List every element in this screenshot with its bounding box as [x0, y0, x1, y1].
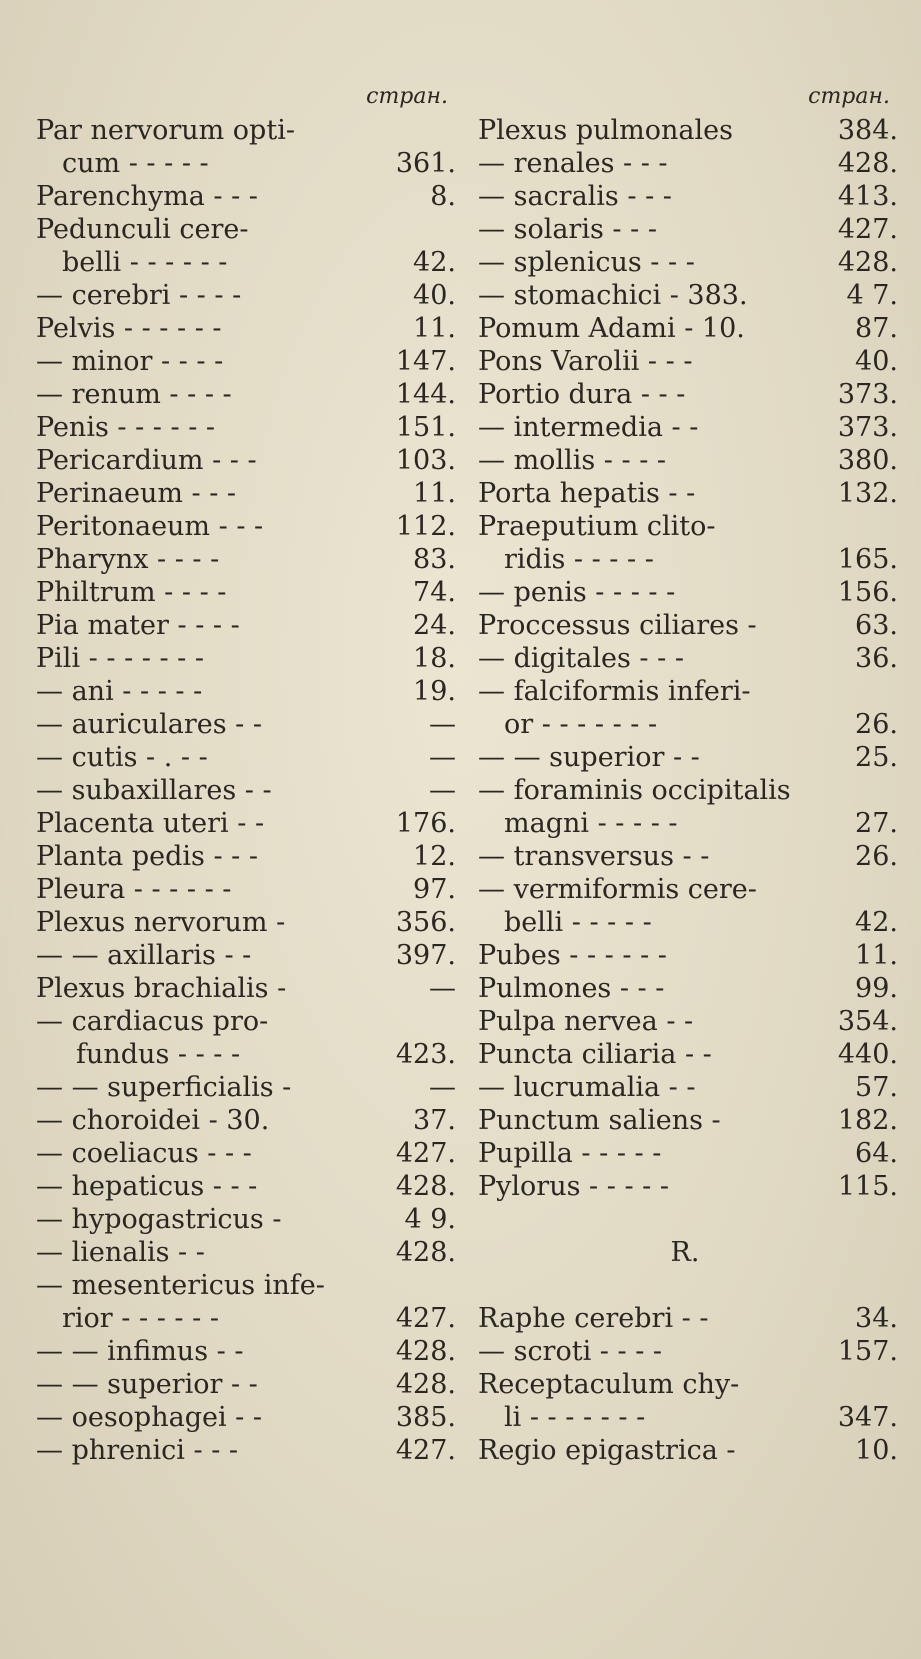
entry-page-number: 144.: [395, 379, 456, 410]
entry-term: — subaxillares - -: [36, 775, 272, 806]
index-entry: [36, 213, 456, 246]
index-entry: [36, 180, 456, 213]
index-entry: [478, 642, 898, 675]
entry-term: Pedunculi cere-: [36, 214, 249, 245]
entry-term: Porta hepatis - -: [478, 478, 696, 509]
index-column-left: [36, 80, 456, 1467]
entry-term: Pomum Adami - 10.: [478, 313, 745, 344]
index-entry: [36, 246, 456, 279]
index-entry: [478, 840, 898, 873]
entry-page-number: 423.: [395, 1039, 456, 1070]
index-entry: [478, 279, 898, 312]
entry-page-number: 428.: [837, 148, 898, 179]
entry-term: Raphe cerebri - -: [478, 1303, 709, 1334]
entry-term: Portio dura - - -: [478, 379, 686, 410]
index-entry: [478, 510, 898, 543]
entry-term: Pharynx - - - -: [36, 544, 220, 575]
entry-page-number: 427.: [395, 1435, 456, 1466]
entry-page-number: 373.: [837, 412, 898, 443]
index-entry: [478, 675, 898, 708]
index-entry: [36, 1236, 456, 1269]
entry-term: Regio epigastrica -: [478, 1435, 736, 1466]
entry-page-number: 361.: [395, 148, 456, 179]
index-entry: [36, 312, 456, 345]
entry-term: R.: [670, 1237, 700, 1268]
entry-term: — coeliacus - - -: [36, 1138, 252, 1169]
entry-page-number: [450, 114, 456, 147]
entry-term: Praeputium clito-: [478, 511, 716, 542]
entry-term: Punctum saliens -: [478, 1105, 721, 1136]
entry-page-number: 87.: [855, 313, 898, 344]
entry-page-number: —: [429, 973, 456, 1004]
index-entry: [36, 675, 456, 708]
index-entry: [36, 1302, 456, 1335]
entry-term: — renum - - - -: [36, 379, 232, 410]
index-entry: [478, 444, 898, 477]
entry-page-number: 18.: [413, 643, 456, 674]
index-entry: [36, 609, 456, 642]
entry-page-number: 373.: [837, 379, 898, 410]
index-entry: [478, 609, 898, 642]
index-entry: [478, 543, 898, 576]
entry-term: — foraminis occipitalis: [478, 775, 791, 806]
entry-page-number: 97.: [413, 874, 456, 905]
entry-term: fundus - - - -: [76, 1039, 241, 1070]
entry-page-number: 428.: [395, 1369, 456, 1400]
entry-page-number: 182.: [837, 1105, 898, 1136]
entry-page-number: 428.: [837, 247, 898, 278]
entry-page-number: [699, 1236, 705, 1269]
entry-page-number: 427.: [837, 214, 898, 245]
entry-page-number: 384.: [837, 115, 898, 146]
entry-page-number: 27.: [855, 808, 898, 839]
index-entry: [36, 708, 456, 741]
entry-page-number: [892, 1269, 898, 1302]
entry-term: Perinaeum - - -: [36, 478, 237, 509]
entry-page-number: [892, 873, 898, 906]
entry-page-number: 440.: [837, 1039, 898, 1070]
index-entry: [36, 642, 456, 675]
index-entry: [478, 213, 898, 246]
entry-page-number: [450, 1269, 456, 1302]
entry-term: Penis - - - - - -: [36, 412, 216, 443]
entry-term: — oesophagei - -: [36, 1402, 263, 1433]
entry-page-number: 26.: [855, 709, 898, 740]
entry-term: Pulpa nervea - -: [478, 1006, 694, 1037]
entry-page-number: 4 9.: [404, 1204, 456, 1235]
entry-term: — renales - - -: [478, 148, 668, 179]
entry-term: [478, 1203, 892, 1236]
entry-term: — mollis - - - -: [478, 445, 667, 476]
index-entry: [36, 1104, 456, 1137]
index-entry: [36, 807, 456, 840]
entry-page-number: 11.: [855, 940, 898, 971]
entry-term: — — axillaris - -: [36, 940, 252, 971]
entry-term: Puncta ciliaria - -: [478, 1039, 712, 1070]
index-entry: [478, 147, 898, 180]
entry-page-number: 428.: [395, 1171, 456, 1202]
entry-term: — lucrumalia - -: [478, 1072, 696, 1103]
entry-term: Pulmones - - -: [478, 973, 665, 1004]
entry-page-number: 147.: [395, 346, 456, 377]
entry-term: — digitales - - -: [478, 643, 684, 674]
index-entry: [36, 378, 456, 411]
entry-term: Pia mater - - - -: [36, 610, 240, 641]
entry-page-number: 380.: [837, 445, 898, 476]
index-entry: [36, 972, 456, 1005]
entry-term: — cardiacus pro-: [36, 1006, 269, 1037]
entry-term: — splenicus - - -: [478, 247, 695, 278]
entry-page-number: 427.: [395, 1138, 456, 1169]
entry-term: cum - - - - -: [62, 148, 209, 179]
index-entry: [478, 1170, 898, 1203]
entry-page-number: 19.: [413, 676, 456, 707]
index-entry: [36, 1269, 456, 1302]
entry-term: — intermedia - -: [478, 412, 699, 443]
entry-page-number: 34.: [855, 1303, 898, 1334]
entry-term: — hepaticus - - -: [36, 1171, 258, 1202]
entry-term: — mesentericus infe-: [36, 1270, 325, 1301]
entry-term: Pupilla - - - - -: [478, 1138, 662, 1169]
index-entry: [36, 147, 456, 180]
index-entry: [478, 1401, 898, 1434]
entry-term: — choroidei - 30.: [36, 1105, 270, 1136]
entry-term: [478, 1269, 892, 1302]
index-entry: [478, 246, 898, 279]
entry-page-number: 36.: [855, 643, 898, 674]
index-entry: [36, 1401, 456, 1434]
section-letter: [478, 1236, 898, 1269]
entry-page-number: 83.: [413, 544, 456, 575]
entry-term: belli - - - - -: [504, 907, 652, 938]
index-entry: [36, 444, 456, 477]
entry-page-number: 40.: [413, 280, 456, 311]
index-entry: [478, 1434, 898, 1467]
entry-page-number: 428.: [395, 1336, 456, 1367]
entry-page-number: 57.: [855, 1072, 898, 1103]
entry-term: Pili - - - - - - -: [36, 643, 205, 674]
index-entry: [36, 1038, 456, 1071]
entry-page-number: 74.: [413, 577, 456, 608]
index-entry: [478, 873, 898, 906]
entry-page-number: 24.: [413, 610, 456, 641]
page-header-label: стран.: [366, 84, 448, 109]
entry-page-number: 12.: [413, 841, 456, 872]
entry-term: — cutis - . - -: [36, 742, 208, 773]
index-entry: [36, 939, 456, 972]
entry-term: — stomachici - 383.: [478, 280, 748, 311]
entry-page-number: [892, 510, 898, 543]
entry-term: or - - - - - - -: [504, 709, 658, 740]
index-entry: [478, 741, 898, 774]
index-entry: [36, 1170, 456, 1203]
entry-term: Placenta uteri - -: [36, 808, 265, 839]
index-entry: [36, 576, 456, 609]
index-entry: [36, 1368, 456, 1401]
entry-term: Proccessus ciliares -: [478, 610, 757, 641]
entry-page-number: [892, 675, 898, 708]
entry-term: Pelvis - - - - - -: [36, 313, 222, 344]
index-entry: [36, 543, 456, 576]
entry-term: — penis - - - - -: [478, 577, 676, 608]
entry-term: — phrenici - - -: [36, 1435, 239, 1466]
index-entry: [478, 1005, 898, 1038]
entry-term: Pleura - - - - - -: [36, 874, 232, 905]
entry-page-number: [892, 1203, 898, 1236]
entry-term: — falciformis inferi-: [478, 676, 751, 707]
index-entry: [478, 774, 898, 807]
index-entry: [478, 180, 898, 213]
entry-term: — lienalis - -: [36, 1237, 205, 1268]
entry-term: Par nervorum opti-: [36, 115, 295, 146]
entry-page-number: 42.: [413, 247, 456, 278]
entry-page-number: 165.: [837, 544, 898, 575]
index-entry: [478, 1368, 898, 1401]
entry-term: Plexus nervorum -: [36, 907, 286, 938]
entry-page-number: 11.: [413, 313, 456, 344]
entry-page-number: 115.: [837, 1171, 898, 1202]
entry-term: — scroti - - - -: [478, 1336, 663, 1367]
entry-term: rior - - - - - -: [62, 1303, 219, 1334]
entry-page-number: 413.: [837, 181, 898, 212]
index-entry: [478, 807, 898, 840]
entry-term: Planta pedis - - -: [36, 841, 258, 872]
entry-page-number: [892, 774, 898, 807]
entry-term: Peritonaeum - - -: [36, 511, 264, 542]
entry-term: Pylorus - - - - -: [478, 1171, 669, 1202]
entry-page-number: 8.: [430, 181, 456, 212]
entry-term: Parenchyma - - -: [36, 181, 258, 212]
entry-page-number: 347.: [837, 1402, 898, 1433]
entry-term: Philtrum - - - -: [36, 577, 227, 608]
entry-page-number: [450, 1005, 456, 1038]
index-entry: [478, 576, 898, 609]
entry-page-number: [450, 213, 456, 246]
entry-page-number: —: [429, 709, 456, 740]
index-entry: [478, 378, 898, 411]
index-entry: [478, 1038, 898, 1071]
entry-page-number: 354.: [837, 1006, 898, 1037]
index-entry: [36, 1137, 456, 1170]
entry-term: — vermiformis cere-: [478, 874, 757, 905]
entry-term: li - - - - - - -: [504, 1402, 646, 1433]
entry-page-number: 103.: [395, 445, 456, 476]
entry-page-number: 4 7.: [846, 280, 898, 311]
entry-term: — — superficialis -: [36, 1072, 292, 1103]
entry-page-number: 64.: [855, 1138, 898, 1169]
index-entry: [478, 1137, 898, 1170]
entry-term: Plexus pulmonales: [478, 115, 733, 146]
entry-term: — — infimus - -: [36, 1336, 244, 1367]
index-entries-left: [36, 114, 456, 1467]
entry-term: — — superior - -: [478, 742, 700, 773]
entry-page-number: —: [429, 742, 456, 773]
index-entry: [36, 873, 456, 906]
entry-page-number: 10.: [855, 1435, 898, 1466]
entry-page-number: 11.: [413, 478, 456, 509]
index-entry: [478, 312, 898, 345]
index-entry: [478, 114, 898, 147]
entry-page-number: 37.: [413, 1105, 456, 1136]
index-entry: [478, 939, 898, 972]
entry-page-number: 99.: [855, 973, 898, 1004]
index-entry: [478, 708, 898, 741]
entry-page-number: 397.: [395, 940, 456, 971]
entry-page-number: —: [429, 1072, 456, 1103]
index-column-right: [478, 80, 898, 1467]
index-entry: [36, 114, 456, 147]
index-entry: [478, 1071, 898, 1104]
entry-term: — minor - - - -: [36, 346, 224, 377]
index-entry: [478, 411, 898, 444]
entry-page-number: [892, 1368, 898, 1401]
entry-term: Pericardium - - -: [36, 445, 257, 476]
index-entry: [36, 477, 456, 510]
entry-page-number: 427.: [395, 1303, 456, 1334]
entry-term: — cerebri - - - -: [36, 280, 242, 311]
entry-page-number: 156.: [837, 577, 898, 608]
index-entry: [478, 345, 898, 378]
entry-term: — sacralis - - -: [478, 181, 672, 212]
entry-page-number: 356.: [395, 907, 456, 938]
index-entry: [36, 840, 456, 873]
index-entry: [478, 972, 898, 1005]
entry-page-number: 42.: [855, 907, 898, 938]
entry-page-number: —: [429, 775, 456, 806]
entry-term: Pons Varolii - - -: [478, 346, 693, 377]
entry-page-number: 112.: [395, 511, 456, 542]
entry-page-number: 132.: [837, 478, 898, 509]
entry-page-number: 428.: [395, 1237, 456, 1268]
entry-term: — hypogastricus -: [36, 1204, 282, 1235]
entry-term: — solaris - - -: [478, 214, 657, 245]
blank-line: [478, 1203, 898, 1236]
index-entry: [36, 1335, 456, 1368]
entry-page-number: 26.: [855, 841, 898, 872]
entry-term: — ani - - - - -: [36, 676, 203, 707]
index-entry: [36, 741, 456, 774]
entry-term: ridis - - - - -: [504, 544, 654, 575]
index-entry: [478, 1335, 898, 1368]
entry-page-number: 157.: [837, 1336, 898, 1367]
index-entry: [478, 1104, 898, 1137]
index-entry: [36, 1434, 456, 1467]
page-header-label: стран.: [808, 84, 890, 109]
entry-term: — — superior - -: [36, 1369, 258, 1400]
index-entries-right: [478, 114, 898, 1467]
index-entry: [36, 1005, 456, 1038]
entry-term: magni - - - - -: [504, 808, 678, 839]
entry-term: Pubes - - - - - -: [478, 940, 667, 971]
index-entry: [36, 279, 456, 312]
entry-page-number: 385.: [395, 1402, 456, 1433]
entry-page-number: 40.: [855, 346, 898, 377]
index-entry: [36, 1071, 456, 1104]
entry-page-number: 151.: [395, 412, 456, 443]
index-entry: [36, 1203, 456, 1236]
entry-page-number: 25.: [855, 742, 898, 773]
index-entry: [36, 345, 456, 378]
entry-page-number: 176.: [395, 808, 456, 839]
entry-page-number: 63.: [855, 610, 898, 641]
entry-term: Plexus brachialis -: [36, 973, 287, 1004]
index-entry: [478, 477, 898, 510]
index-entry: [478, 906, 898, 939]
entry-term: belli - - - - - -: [62, 247, 228, 278]
index-entry: [36, 774, 456, 807]
index-entry: [478, 1302, 898, 1335]
index-entry: [36, 906, 456, 939]
entry-term: Receptaculum chy-: [478, 1369, 740, 1400]
entry-term: — transversus - -: [478, 841, 710, 872]
index-entry: [36, 510, 456, 543]
entry-term: — auriculares - -: [36, 709, 263, 740]
index-entry: [36, 411, 456, 444]
blank-line: [478, 1269, 898, 1302]
